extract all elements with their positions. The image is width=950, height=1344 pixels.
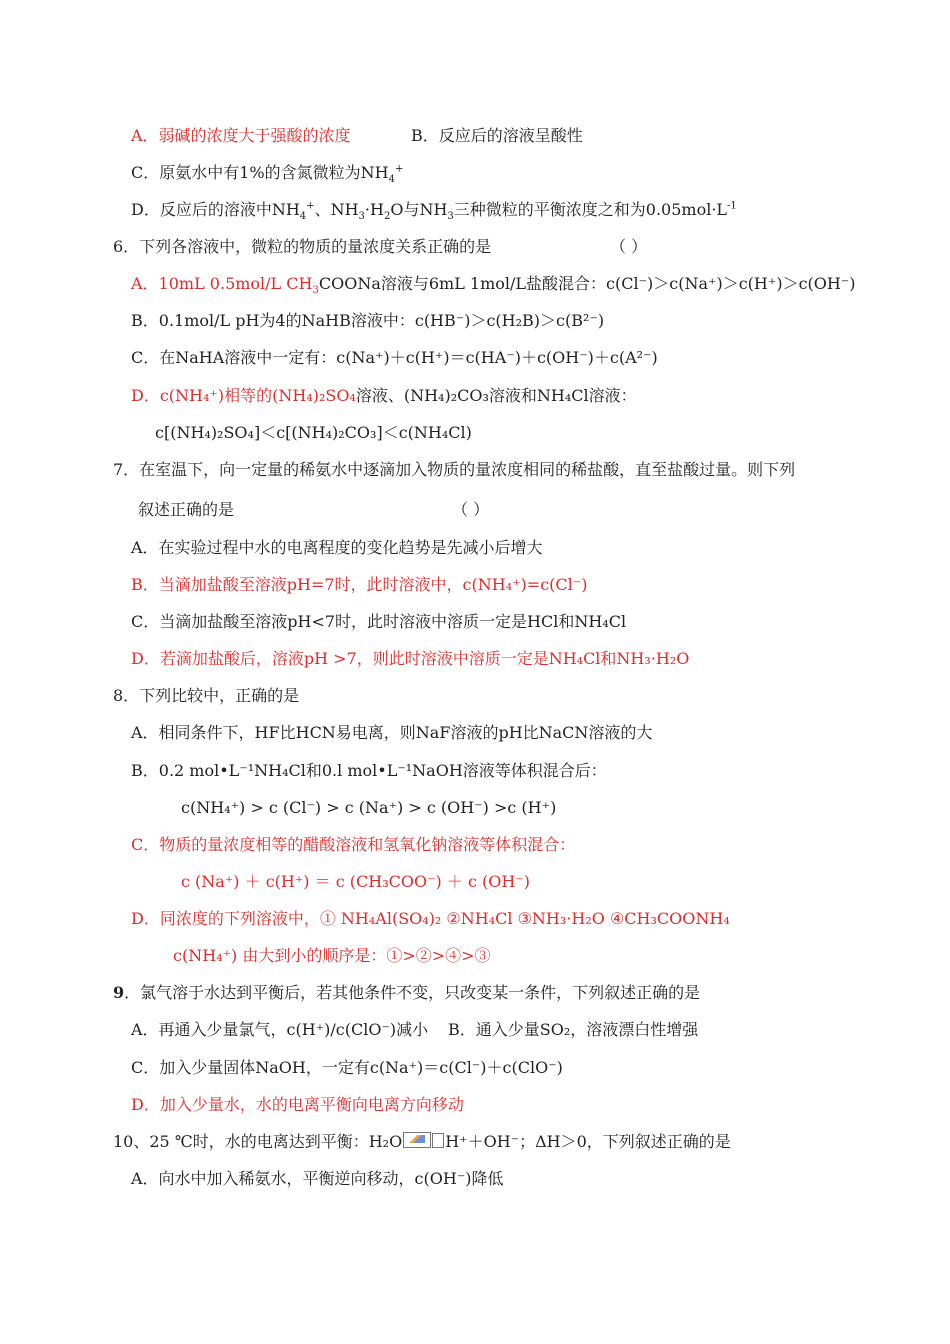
q7-option-c: C．当滴加盐酸至溶液pH<7时，此时溶液中溶质一定是HCl和NH₄Cl — [131, 612, 627, 631]
q9-option-c: C．加入少量固体NaOH，一定有c(Na⁺)＝c(Cl⁻)＋c(ClO⁻) — [131, 1058, 563, 1077]
q8-option-d: D．同浓度的下列溶液中，① NH₄Al(SO₄)₂ ②NH₄Cl ③NH₃·H₂O ④CH₃COONH₄ — [131, 909, 730, 928]
q10-stem — [113, 1131, 731, 1153]
q5-option-c — [131, 162, 403, 184]
q6-answer-paren: （ ） — [610, 237, 648, 256]
placeholder-box-icon — [432, 1133, 444, 1148]
q7-answer-paren: （ ） — [452, 500, 490, 519]
text-fragment: ·H — [364, 200, 384, 219]
q6-option-d-rest: 溶液、(NH₄)₂CO₃溶液和NH₄Cl溶液： — [355, 386, 637, 405]
q6-option-d — [131, 385, 637, 407]
q7-option-d: D．若滴加盐酸后，溶液pH >7，则此时溶液中溶质一定是NH₄Cl和NH₃·H₂O — [131, 649, 690, 668]
subscript: 3 — [358, 211, 365, 223]
subscript: 3 — [312, 285, 319, 297]
q10-option-a: A．向水中加入稀氨水，平衡逆向移动，c(OH⁻)降低 — [131, 1169, 504, 1188]
subscript: 4 — [388, 174, 395, 186]
q6-option-a-red: A．10mL 0.5mol/L CH — [131, 274, 313, 293]
q8-option-a: A．相同条件下，HF比HCN易电离，则NaF溶液的pH比NaCN溶液的大 — [131, 723, 653, 742]
q6-option-a-rest: COONa溶液与6mL 1mol/L盐酸混合：c(Cl⁻)＞c(Na⁺)＞c(H⁺)＞c(OH⁻) — [318, 274, 856, 293]
q6-option-b: B．0.1mol/L pH为4的NaHB溶液中：c(HB⁻)＞c(H₂B)＞c(B²⁻) — [131, 311, 605, 330]
q5-option-d-text: D．反应后的溶液中NH — [131, 200, 300, 219]
superscript: -1 — [727, 200, 737, 212]
q7-stem-continued: 叙述正确的是 — [138, 500, 235, 519]
subscript: 4 — [299, 211, 307, 223]
q8-option-c-continued: c (Na⁺) ＋ c(H⁺) ＝ c (CH₃COO⁻) ＋ c (OH⁻) — [181, 872, 530, 891]
q6-option-d-continued: c[(NH₄)₂SO₄]＜c[(NH₄)₂CO₃]＜c(NH₄Cl) — [155, 423, 472, 442]
q5-option-c-text: C．原氨水中有1%的含氮微粒为NH — [131, 163, 389, 182]
q7-option-a: A．在实验过程中水的电离程度的变化趋势是先减小后增大 — [131, 538, 543, 557]
q8-option-c: C．物质的量浓度相等的醋酸溶液和氢氧化钠溶液等体积混合： — [131, 835, 576, 854]
q6-stem: 6．下列各溶液中，微粒的物质的量浓度关系正确的是 — [113, 237, 492, 256]
q9-stem — [113, 982, 700, 1004]
text-fragment: 三种微粒的平衡浓度之和为0.05mol·L — [453, 200, 728, 219]
q9-option-d: D．加入少量水，水的电离平衡向电离方向移动 — [131, 1095, 464, 1114]
text-fragment: O与NH — [390, 200, 448, 219]
superscript: + — [306, 200, 315, 212]
q5-option-a: A．弱碱的浓度大于强酸的浓度 — [131, 126, 351, 145]
q6-option-d-red: D．c(NH₄⁺)相等的(NH₄)₂SO₄ — [131, 386, 356, 405]
equilibrium-arrow-icon — [403, 1132, 431, 1148]
q9-stem-text: ．氯气溶于水达到平衡后，若其他条件不变，只改变某一条件，下列叙述正确的是 — [124, 983, 701, 1002]
q9-option-a: A．再通入少量氯气，c(H⁺)/c(ClO⁻)减小 — [131, 1020, 429, 1039]
q8-option-d-continued: c(NH₄⁺) 由大到小的顺序是：①>②>④>③ — [173, 946, 491, 965]
q9-number: 9 — [113, 983, 125, 1002]
q7-option-b: B．当滴加盐酸至溶液pH=7时，此时溶液中，c(NH₄⁺)=c(Cl⁻) — [131, 575, 588, 594]
q8-stem: 8．下列比较中，正确的是 — [113, 686, 300, 705]
subscript: 2 — [383, 211, 391, 223]
superscript: + — [394, 163, 404, 175]
q5-option-d — [131, 199, 737, 221]
q10-stem-pre: 10、25 ℃时，水的电离达到平衡：H₂O — [113, 1132, 403, 1151]
q8-option-b-continued: c(NH₄⁺) > c (Cl⁻) > c (Na⁺) > c (OH⁻) >c (H⁺) — [181, 798, 557, 817]
q7-stem: 7．在室温下，向一定量的稀氨水中逐滴加入物质的量浓度相同的稀盐酸，直至盐酸过量。则下列 — [113, 460, 796, 479]
q8-option-b: B．0.2 mol•L⁻¹NH₄Cl和0.l mol•L⁻¹NaOH溶液等体积混合后： — [131, 761, 607, 780]
q9-option-b: B．通入少量SO₂，溶液漂白性增强 — [448, 1020, 699, 1039]
q6-option-c: C．在NaHA溶液中一定有：c(Na⁺)＋c(H⁺)＝c(HA⁻)＋c(OH⁻)＋c(A²⁻) — [131, 348, 658, 367]
q6-option-a — [131, 273, 856, 295]
q10-stem-post: H⁺＋OH⁻；ΔH＞0，下列叙述正确的是 — [445, 1132, 731, 1151]
q5-option-b: B．反应后的溶液呈酸性 — [411, 126, 583, 145]
text-fragment: 、NH — [314, 200, 359, 219]
subscript: 3 — [447, 211, 454, 223]
